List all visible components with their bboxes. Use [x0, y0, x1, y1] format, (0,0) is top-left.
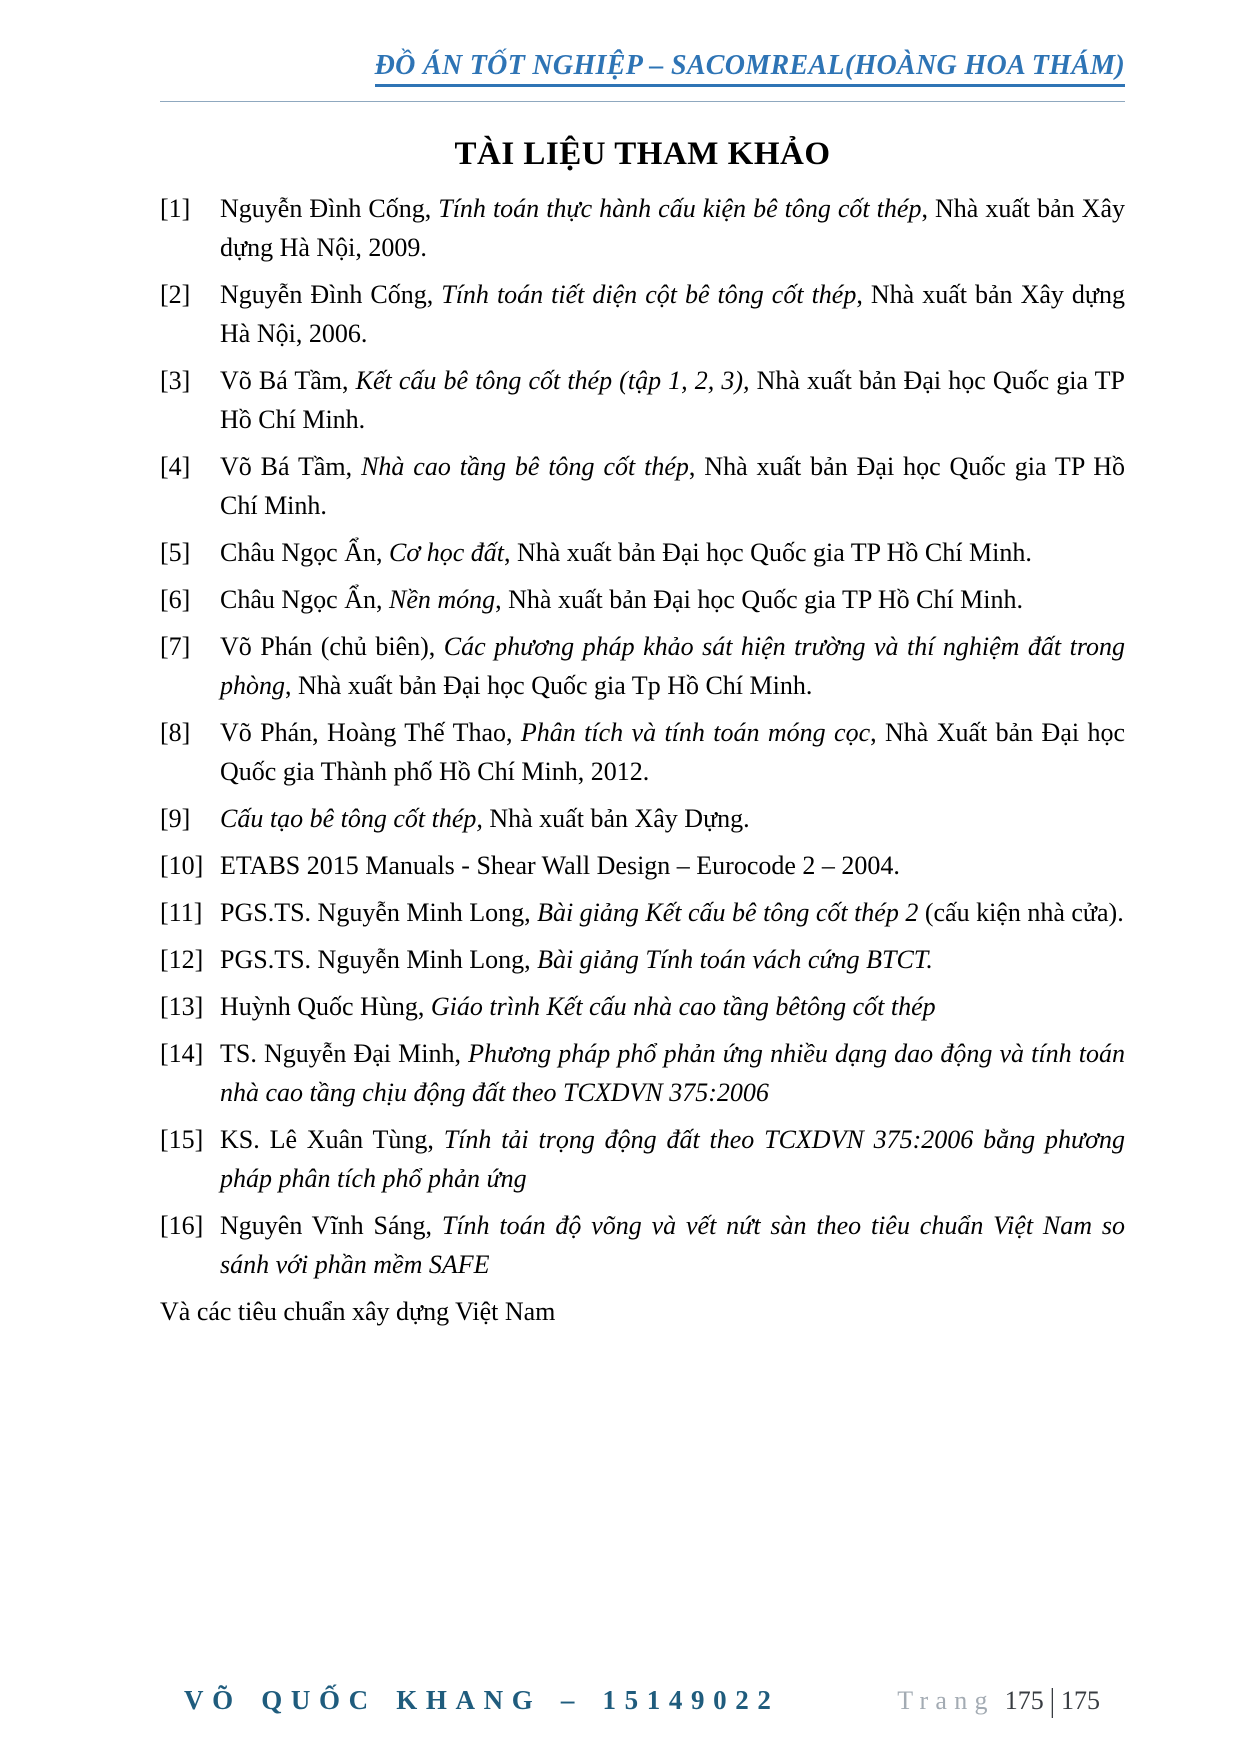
reference-title-segment: Giáo trình Kết cấu nhà cao tầng bêtông cốt thép: [430, 992, 936, 1022]
reference-text: [220, 1034, 1125, 1112]
reference-title-segment: Nền móng: [388, 585, 496, 615]
reference-number: [3]: [160, 366, 191, 396]
reference-number: [4]: [160, 452, 191, 482]
reference-number: [16]: [160, 1211, 204, 1241]
page-footer: [160, 1682, 1100, 1719]
reference-title-segment: Nhà cao tầng bê tông cốt thép: [361, 452, 689, 482]
reference-plain-segment: KS. Lê Xuân Tùng,: [220, 1125, 444, 1155]
reference-number: [1]: [160, 194, 191, 224]
reference-title-segment: Cơ học đất: [388, 538, 504, 568]
reference-text: [220, 361, 1125, 439]
reference-text: [220, 580, 1125, 619]
reference-item: [160, 1034, 1125, 1112]
reference-title-segment: Cấu tạo bê tông cốt thép,: [220, 804, 483, 834]
reference-plain-segment: Võ Bá Tầm,: [220, 452, 362, 482]
reference-plain-segment: (cấu kiện nhà cửa).: [918, 898, 1124, 928]
reference-plain-segment: PGS.TS. Nguyễn Minh Long,: [220, 898, 538, 928]
reference-text: [220, 533, 1125, 572]
reference-title-segment: Phương pháp phổ phản ứng nhiều dạng dao động và tính toán nhà cao tầng chịu động đất theo TCXDVN 375:2006: [220, 1039, 1125, 1108]
reference-plain-segment: , Nhà xuất bản Xây dựng Hà Nội, 2006.: [220, 280, 1125, 349]
reference-item: [160, 713, 1125, 791]
reference-title-segment: Bài giảng Kết cấu bê tông cốt thép 2: [537, 898, 919, 928]
reference-plain-segment: Nguyễn Đình Cống,: [220, 194, 439, 224]
reference-text: [220, 799, 1125, 838]
reference-text: [220, 447, 1125, 525]
closing-note: Và các tiêu chuẩn xây dựng Việt Nam: [160, 1297, 556, 1327]
reference-number: [8]: [160, 718, 191, 748]
reference-title-segment: Tính tải trọng động đất theo TCXDVN 375:2006 bằng phương pháp phân tích phổ phản ứng: [220, 1125, 1126, 1194]
reference-item: [160, 189, 1125, 267]
reference-item: [160, 1206, 1125, 1284]
reference-number: [13]: [160, 992, 204, 1022]
reference-plain-segment: Nguyễn Đình Cống,: [220, 280, 442, 310]
reference-plain-segment: Huỳnh Quốc Hùng,: [220, 992, 431, 1022]
reference-item: [160, 533, 1125, 572]
footer-author: VÕ QUỐC KHANG – 15149022: [184, 1685, 780, 1715]
reference-plain-segment: , Nhà xuất bản Đại học Quốc gia TP Hồ Chí Minh.: [503, 538, 1032, 568]
reference-plain-segment: , Nhà xuất bản Xây dựng Hà Nội, 2009.: [220, 194, 1125, 263]
reference-plain-segment: Châu Ngọc Ẩn,: [220, 585, 389, 615]
reference-text: [220, 987, 1125, 1026]
header-rule: [160, 101, 1125, 102]
reference-plain-segment: TS. Nguyễn Đại Minh,: [220, 1039, 469, 1069]
reference-plain-segment: , Nhà xuất bản Đại học Quốc gia TP Hồ Chí Minh.: [220, 452, 1125, 521]
header-title: ĐỒ ÁN TỐT NGHIỆP – SACOMREAL(HOÀNG HOA THÁM): [375, 50, 1125, 87]
reference-number: [9]: [160, 804, 191, 834]
footer-page-indicator: [897, 1682, 1100, 1719]
reference-number: [14]: [160, 1039, 204, 1069]
reference-title-segment: Các phương pháp khảo sát hiện trường và thí nghiệm đất trong phòng: [220, 632, 1125, 701]
reference-title-segment: Tính toán thực hành cấu kiện bê tông cốt thép: [438, 194, 922, 224]
reference-item: [160, 1120, 1125, 1198]
reference-number: [6]: [160, 585, 191, 615]
reference-number: [15]: [160, 1125, 204, 1155]
reference-item: [160, 447, 1125, 525]
reference-plain-segment: , Nhà xuất bản Đại học Quốc gia TP Hồ Chí Minh.: [495, 585, 1024, 615]
reference-plain-segment: Võ Bá Tầm,: [220, 366, 356, 396]
reference-number: [12]: [160, 945, 204, 975]
reference-text: [220, 893, 1125, 932]
page-header: [160, 50, 1125, 87]
reference-item: [160, 799, 1125, 838]
reference-number: [11]: [160, 898, 203, 928]
reference-item: [160, 627, 1125, 705]
reference-text: [220, 189, 1125, 267]
reference-title-segment: Tính toán tiết diện cột bê tông cốt thép: [441, 280, 857, 310]
footer-page-total: 175: [1061, 1686, 1100, 1715]
reference-plain-segment: Nguyên Vĩnh Sáng,: [220, 1211, 442, 1241]
reference-plain-segment: Võ Phán (chủ biên),: [220, 632, 444, 662]
reference-plain-segment: ETABS 2015 Manuals - Shear Wall Design – Eurocode 2 – 2004.: [220, 851, 900, 881]
reference-text: [220, 940, 1125, 979]
footer-page-label: Trang: [897, 1686, 995, 1715]
reference-text: [220, 275, 1125, 353]
reference-plain-segment: Nhà xuất bản Xây Dựng.: [482, 804, 750, 834]
page-title: TÀI LIỆU THAM KHẢO: [454, 136, 831, 173]
reference-text: [220, 713, 1125, 791]
reference-number: [2]: [160, 280, 191, 310]
reference-plain-segment: , Nhà xuất bản Đại học Quốc gia Tp Hồ Chí Minh.: [285, 671, 813, 701]
reference-text: [220, 1206, 1125, 1284]
reference-title-segment: Tính toán độ võng và vết nứt sàn theo tiêu chuẩn Việt Nam so sánh với phần mềm SAFE: [220, 1211, 1125, 1280]
reference-plain-segment: PGS.TS. Nguyễn Minh Long,: [220, 945, 538, 975]
reference-text: [220, 627, 1125, 705]
reference-plain-segment: Nhà xuất bản Đại học Quốc gia TP Hồ Chí Minh.: [220, 366, 1125, 435]
reference-item: [160, 846, 1125, 885]
reference-text: [220, 1120, 1125, 1198]
footer-page-separator: |: [1049, 1682, 1055, 1719]
reference-list: [160, 189, 1125, 1284]
reference-title-segment: Phân tích và tính toán móng cọc: [520, 718, 871, 748]
reference-item: [160, 275, 1125, 353]
reference-plain-segment: , Nhà Xuất bản Đại học Quốc gia Thành phố Hồ Chí Minh, 2012.: [220, 718, 1126, 787]
reference-plain-segment: Châu Ngọc Ẩn,: [220, 538, 389, 568]
reference-number: [7]: [160, 632, 191, 662]
reference-item: [160, 893, 1125, 932]
reference-item: [160, 361, 1125, 439]
footer-page-current: 175: [1004, 1686, 1044, 1715]
reference-item: [160, 940, 1125, 979]
reference-number: [10]: [160, 851, 204, 881]
reference-item: [160, 580, 1125, 619]
reference-number: [5]: [160, 538, 191, 568]
reference-text: [220, 846, 1125, 885]
reference-item: [160, 987, 1125, 1026]
reference-title-segment: Bài giảng Tính toán vách cứng BTCT.: [537, 945, 933, 975]
reference-plain-segment: Võ Phán, Hoàng Thế Thao,: [220, 718, 521, 748]
reference-title-segment: Kết cấu bê tông cốt thép (tập 1, 2, 3),: [355, 366, 750, 396]
